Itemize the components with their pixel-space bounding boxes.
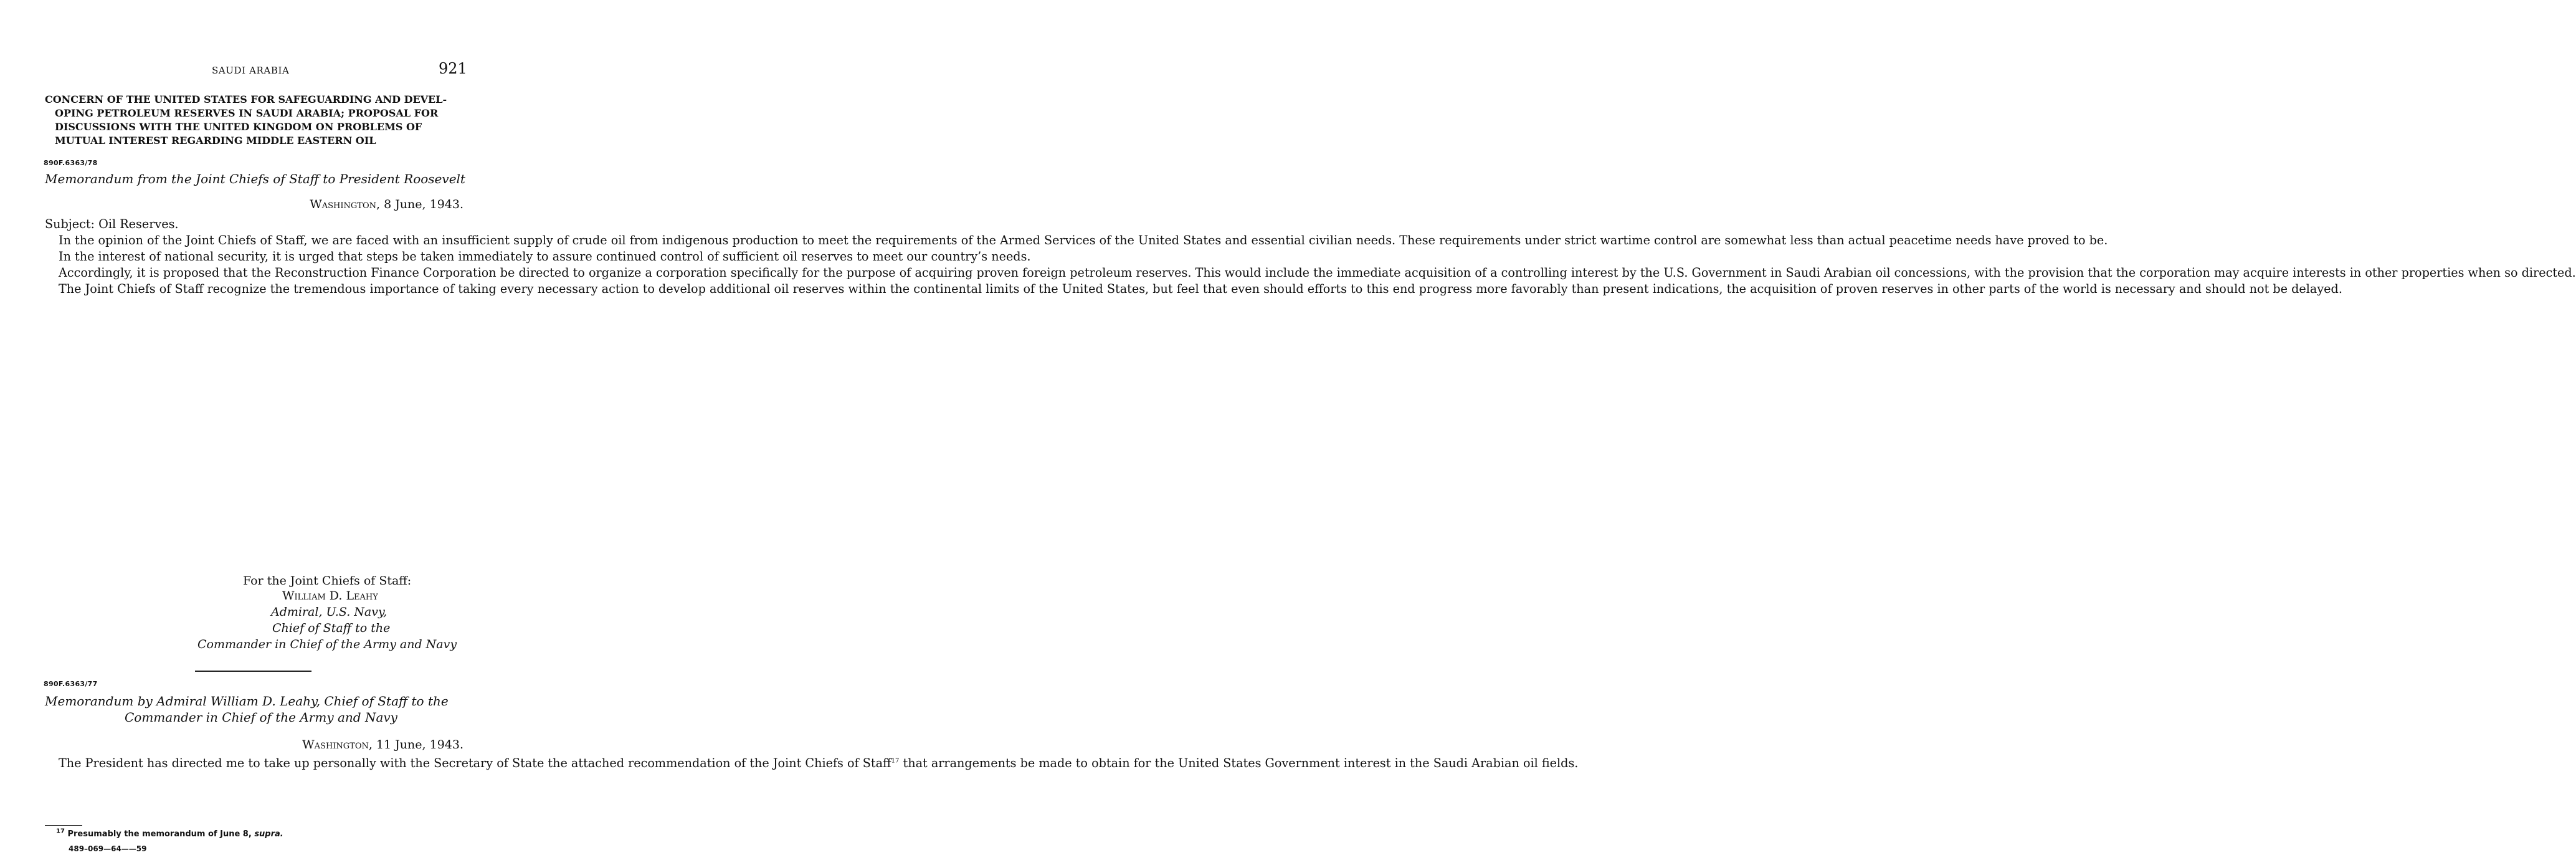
- file-number: 890F.6363/77: [44, 680, 98, 688]
- place: Washington: [302, 738, 369, 752]
- paragraph-text: that arrangements be made to obtain for the United States Government interest in the Saudi Arabian oil fields.: [899, 756, 1579, 770]
- file-number: 890F.6363/78: [44, 159, 98, 167]
- document-heading: Memorandum by Admiral William D. Leahy, Chief of Staff to the: [45, 694, 449, 709]
- paragraph: The Joint Chiefs of Staff recognize the tremendous importance of taking every necessary action to develop additional oil reserves within the continental limits of the United States, but feel that even should efforts to this end progress more favorably than present indications, the acquisition of proven reserves in other parts of the world is necessary and should not be delayed.: [59, 282, 2342, 296]
- section-title: [45, 93, 463, 148]
- memo-body: [45, 755, 1579, 772]
- footnote-text: Presumably the memorandum of June 8,: [64, 829, 255, 839]
- document-heading: Commander in Chief of the Army and Navy: [125, 710, 397, 725]
- footnote-italic: supra.: [254, 829, 283, 839]
- paragraph: Accordingly, it is proposed that the Reconstruction Finance Corporation be directed to organize a corporation specifically for the purpose of acquiring proven foreign petroleum reserves. This would include the immediate acquisition of a controlling interest by the U.S. Government in Saudi Arabian oil concessions, with the provision that the corporation may acquire interests in other properties when so directed.: [59, 265, 2576, 280]
- paragraph: In the opinion of the Joint Chiefs of Staff, we are faced with an insufficient supply of crude oil from indigenous production to meet the requirements of the Armed Services of the United States and essential civilian needs. These requirements under strict wartime control are somewhat less than actual peacetime needs have proved to be.: [59, 233, 2108, 247]
- page-number: 921: [439, 60, 467, 77]
- place: Washington: [310, 198, 376, 211]
- footnote: [56, 829, 283, 839]
- title-line: MUTUAL INTEREST REGARDING MIDDLE EASTERN OIL: [55, 135, 376, 146]
- paragraph: In the interest of national security, it is urged that steps be taken immediately to assure continued control of sufficient oil reserves to meet our country’s needs.: [59, 249, 1031, 264]
- signature-for-line: For the Joint Chiefs of Staff:: [243, 574, 412, 588]
- signature-rank: Admiral, U.S. Navy,: [271, 605, 387, 619]
- date: , 11 June, 1943.: [368, 738, 463, 752]
- place-date: [302, 738, 463, 752]
- section-divider: [195, 671, 311, 672]
- signature-title: Chief of Staff to the: [272, 621, 391, 635]
- title-line: OPING PETROLEUM RESERVES IN SAUDI ARABIA; PROPOSAL FOR: [55, 107, 439, 119]
- memo-body: [45, 216, 2576, 297]
- footnote-ref: 17: [891, 757, 900, 765]
- paragraph: [45, 755, 1579, 772]
- signature-name: William D. Leahy: [282, 589, 378, 603]
- footnote-divider: [45, 825, 82, 826]
- document-heading: Memorandum from the Joint Chiefs of Staff to President Roosevelt: [45, 171, 465, 186]
- running-head: SAUDI ARABIA: [212, 65, 290, 76]
- subject-line: Subject: Oil Reserves.: [45, 217, 179, 231]
- paragraph-text: The President has directed me to take up personally with the Secretary of State the attached recommendation of the Joint Chiefs of Staff: [59, 756, 891, 770]
- footnote-number: 17: [56, 828, 65, 835]
- title-line: CONCERN OF THE UNITED STATES FOR SAFEGUARDING AND DEVEL-: [45, 93, 447, 105]
- signature-title: Commander in Chief of the Army and Navy: [197, 638, 457, 651]
- title-line: DISCUSSIONS WITH THE UNITED KINGDOM ON PROBLEMS OF: [55, 121, 422, 133]
- date: , 8 June, 1943.: [376, 198, 463, 211]
- printer-mark: 489–069—64——59: [69, 844, 147, 853]
- place-date: [310, 198, 463, 211]
